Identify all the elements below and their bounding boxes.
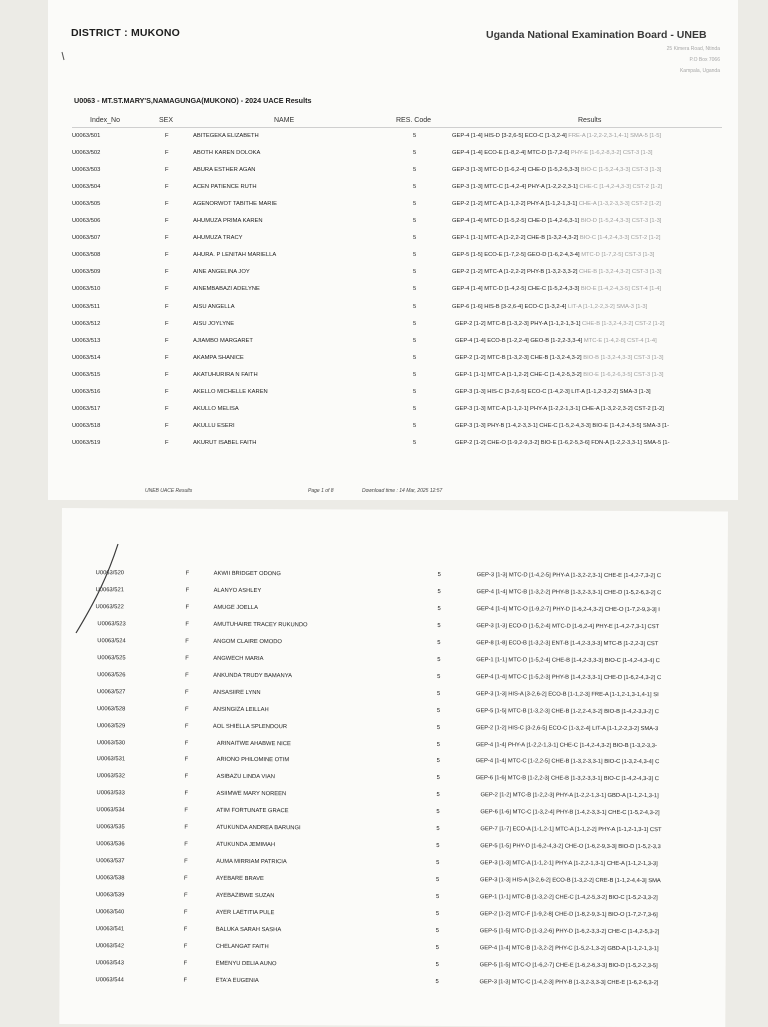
- candidate-name: ABOTH KAREN DOLOKA: [193, 150, 261, 157]
- candidate-name: ANGOM CLAIRE OMODO: [213, 638, 282, 645]
- sex-value: F: [165, 201, 169, 208]
- results-primary: GEP-2 [1-2] MTC-B [1-3,2-3] PHY-A [1-1,2-1,3-1]: [455, 320, 581, 327]
- sex-value: F: [184, 841, 188, 848]
- results-text: [452, 269, 720, 275]
- sex-value: F: [183, 943, 188, 950]
- results-primary: GEP-4 [1-4] ECO-B [1-2,2-4] GEO-B [1-2,2-3,3-4]: [455, 337, 583, 344]
- candidate-name: EMENYU DELIA AUNO: [215, 960, 277, 967]
- results-faded: BIO-C [1-4,2-4,3-3] CST-2 [1-2]: [578, 235, 661, 242]
- results-text: GEP-3 [1-3] ECO-D [1-5,2-4] MTC-D [1-6,2-4] PHY-E [1-4,2-7,3-1] CST: [476, 623, 660, 630]
- table-row: [48, 150, 738, 167]
- results-text: [455, 423, 720, 429]
- candidate-name: AUMA MIRRIAM PATRICIA: [216, 858, 287, 866]
- index-number: U0063/519: [72, 439, 101, 446]
- index-number: U0063/522: [95, 604, 124, 611]
- candidate-name: ETA'A EUGENIA: [215, 977, 259, 984]
- candidate-name: ANSASIIRE LYNN: [213, 689, 261, 696]
- sex-value: F: [185, 689, 189, 696]
- candidate-name: ATUKUNDA ANDREA BARUNGI: [216, 825, 301, 832]
- res-code: 5: [413, 405, 417, 412]
- candidate-name: AJIAMBO MARGARET: [193, 337, 253, 344]
- candidate-name: AKWII BRIDGET ODONG: [213, 570, 281, 578]
- results-primary: GEP-6 [1-6] HIS-B [3-2,6-4] ECO-C [1-3,2-4]: [452, 303, 567, 310]
- results-faded: CHE-C [1-4,2-4,3-3] CST-2 [1-2]: [577, 184, 663, 191]
- sex-value: F: [165, 235, 169, 242]
- results-primary: GEP-2 [1-2] CHE-O [1-9,2-9,3-2] BIO-E [1-6,2-5,3-6] FDN-A [1-2,2-3,3-1] SMA-5 [1-: [455, 439, 670, 446]
- header-divider: [72, 127, 722, 128]
- res-code: 5: [413, 303, 417, 310]
- index-number: U0063/506: [72, 218, 101, 225]
- results-faded: BIO-B [1-3,2-4,3-3] CST-3 [1-3]: [581, 354, 664, 361]
- sex-value: F: [185, 621, 189, 628]
- res-code: 5: [436, 877, 440, 884]
- index-number: U0063/540: [95, 909, 125, 916]
- sex-value: F: [165, 388, 169, 395]
- res-code: 5: [436, 792, 440, 799]
- results-text: [452, 218, 720, 224]
- sex-value: F: [185, 655, 189, 662]
- index-number: U0063/502: [72, 150, 101, 157]
- results-text: GEP-1 [1-1] MTC-D [1-5,2-4] CHE-B [1-4,2-3,3-3] BIO-C [1-4,2-4,3-4] C: [476, 656, 660, 664]
- results-text: [452, 252, 720, 258]
- results-text: GEP-4 [1-4] MTC-C [1-5,2-3] PHY-B [1-4,2-3,3-1] CHE-D [1-6,2-4,3-2] C: [476, 673, 662, 681]
- header-res-code: RES. Code: [396, 117, 432, 124]
- footer-page-number: Page 1 of 8: [308, 488, 334, 494]
- results-text: [455, 321, 720, 327]
- results-text: [455, 338, 720, 344]
- results-primary: GEP-3 [1-3] PHY-B [1-4,2-3,3-1] CHE-C [1-5,2-4,3-3] BIO-E [1-4,2-4,3-5] SMA-3 [1-: [455, 422, 670, 429]
- results-text: GEP-5 [1-5] MTC-D [1-3,2-6] PHY-D [1-6,2-3,3-2] CHE-C [1-4,2-5,3-2]: [479, 928, 660, 936]
- index-number: U0063/504: [72, 184, 101, 191]
- res-code: 5: [413, 218, 417, 225]
- results-text: GEP-5 [1-5] MTC-B [1-3,2-3] CHE-B [1-2,2-4,3-2] BIO-B [1-4,2-3,3-2] C: [475, 707, 659, 715]
- table-row: [48, 201, 738, 218]
- results-text: GEP-4 [1-4] MTC-C [1-2,2-5] CHE-B [1-3,2-3,3-1] BIO-C [1-3,2-4,3-4] C: [475, 758, 660, 766]
- res-code: 5: [413, 269, 417, 276]
- header-results: Results: [578, 117, 602, 124]
- sex-value: F: [184, 757, 189, 764]
- res-code: 5: [413, 439, 417, 446]
- res-code: 5: [437, 690, 441, 697]
- candidate-name: ARINAITWE AHABWE NICE: [216, 740, 291, 747]
- res-code: 5: [436, 809, 440, 816]
- candidate-name: ABITEGEKA ELIZABETH: [193, 133, 259, 139]
- results-faded: MTC-D [1-7,2-5] CST-3 [1-3]: [579, 252, 655, 259]
- candidate-name: AKURUT ISABEL FAITH: [193, 439, 257, 446]
- res-code: 5: [436, 843, 440, 850]
- index-number: U0063/515: [72, 371, 101, 378]
- results-text: GEP-4 [1-4] MTC-B [1-3,2-2] PHY-B [1-3,2-3,3-1] CHE-D [1-5,2-6,3-2] C: [476, 589, 662, 597]
- index-number: U0063/539: [95, 892, 125, 899]
- table-row: [48, 269, 738, 286]
- sex-value: F: [184, 723, 189, 730]
- sex-value: F: [165, 286, 169, 293]
- index-number: U0063/542: [95, 943, 125, 950]
- table-row: [48, 406, 738, 423]
- results-faded: CHE-B [1-3,2-4,3-2] CST-3 [1-3]: [577, 269, 662, 276]
- results-primary: GEP-4 [1-4] ECO-E [1-8,2-4] MTC-D [1-7,2-6]: [452, 150, 570, 157]
- sex-value: F: [185, 604, 190, 611]
- table-row: [48, 338, 738, 355]
- results-primary: GEP-3 [1-3] MTC-A [1-1,2-1] PHY-A [1-2,2-1,3-1] CHE-A [1-3,2-2,3-2] CST-2 [1-2]: [455, 405, 664, 412]
- sex-value: F: [184, 774, 189, 781]
- candidate-name: AKAMPA SHANICE: [193, 354, 244, 361]
- sex-value: F: [183, 960, 188, 967]
- results-faded: BIO-C [1-5,2-4,3-3] CST-3 [1-3]: [579, 167, 662, 174]
- candidate-name: AHUMUZA PRIMA KAREN: [193, 218, 263, 225]
- res-code: 5: [435, 910, 440, 917]
- index-number: U0063/518: [72, 422, 101, 429]
- results-text: GEP-7 [1-7] ECO-A [1-1,2-1] MTC-A [1-1,2-2] PHY-A [1-1,2-1,3-1] CST: [480, 826, 662, 834]
- index-number: U0063/538: [96, 875, 125, 882]
- results-faded: BIO-E [1-4,2-4,3-5] CST-4 [1-4]: [579, 286, 662, 293]
- sex-value: F: [165, 320, 169, 327]
- candidate-name: ASIBAZU LINDA VIAN: [216, 774, 275, 781]
- table-row: [48, 440, 738, 457]
- index-number: U0063/505: [72, 201, 101, 208]
- res-code: 5: [413, 337, 417, 344]
- results-text: GEP-3 [1-3] MTC-C [1-4,2-3] PHY-B [1-3,2-3,3-3] CHE-E [1-6,2-6,3-2]: [479, 978, 659, 986]
- results-text: [452, 150, 720, 156]
- results-primary: GEP-4 [1-4] MTC-D [1-4,2-5] CHE-C [1-5,2-4,3-3]: [452, 286, 580, 293]
- candidate-name: AMUTUHAIRE TRACEY RUKUNDO: [213, 621, 308, 629]
- res-code: 5: [435, 944, 439, 951]
- sex-value: F: [165, 269, 169, 276]
- results-text: GEP-3 [1-3] HIS-A [3-2,6-2] ECO-B [1-3,2-2] CRE-B [1-1,2-4,4-3] SMA: [480, 877, 661, 885]
- index-number: U0063/508: [72, 252, 101, 259]
- res-code: 5: [413, 371, 417, 378]
- results-text: GEP-5 [1-5] PHY-D [1-6,2-4,3-2] CHE-O [1-6,2-9,3-3] BIO-D [1-5,2-3,3: [480, 843, 661, 851]
- index-number: U0063/532: [96, 773, 125, 780]
- table-row: [48, 167, 738, 184]
- results-faded: CHE-B [1-3,2-4,3-2] CST-2 [1-2]: [580, 320, 665, 327]
- index-number: U0063/528: [96, 705, 126, 712]
- res-code: 5: [413, 150, 417, 157]
- results-faded: BIO-E [1-6,2-6,3-5] CST-3 [1-3]: [581, 371, 664, 378]
- index-number: U0063/501: [72, 133, 101, 139]
- sex-value: F: [184, 858, 188, 865]
- res-code: 5: [436, 707, 441, 714]
- table-row: [48, 184, 738, 201]
- candidate-name: ANSINGIZA LEILLAH: [212, 706, 269, 713]
- candidate-name: AKULLU ESERI: [193, 422, 235, 429]
- index-number: U0063/526: [97, 671, 126, 679]
- address-line-3: Kampala, Uganda: [679, 68, 720, 74]
- sex-value: F: [165, 422, 169, 429]
- res-code: 5: [437, 639, 441, 646]
- candidate-name: AKATUHURIRA N FAITH: [193, 371, 258, 378]
- results-text: GEP-3 [1-3] HIS-A [3-2,6-2] ECO-B [1-1,2-3] FRE-A [1-1,2-1,3-1,4-1] SI: [476, 690, 659, 698]
- results-table-page-2: [62, 508, 728, 986]
- candidate-name: ANKUNDA TRUDY BAMANYA: [213, 672, 293, 679]
- results-primary: GEP-4 [1-4] HIS-D [3-2,6-5] ECO-C [1-3,2-4]: [452, 133, 567, 139]
- results-text: [452, 304, 720, 310]
- results-text: GEP-3 [1-3] MTC-D [1-4,2-5] PHY-A [1-3,2-2,3-1] CHE-E [1-4,2-7,3-2] C: [476, 572, 662, 580]
- table-row: [48, 372, 738, 389]
- table-row: [59, 977, 725, 997]
- address-line-1: 25 Kimera Road, Ntinda: [666, 46, 720, 52]
- index-number: U0063/530: [96, 739, 126, 746]
- candidate-name: AHUMUZA TRACY: [193, 235, 243, 242]
- sex-value: F: [184, 706, 189, 713]
- res-code: 5: [413, 167, 417, 174]
- index-number: U0063/514: [72, 354, 101, 361]
- candidate-name: BALUKA SARAH SASHA: [215, 926, 282, 934]
- candidate-name: AHURA. P LENITAH MARIELLA: [193, 252, 277, 259]
- res-code: 5: [435, 961, 439, 968]
- sex-value: F: [185, 638, 189, 645]
- table-row: [48, 389, 738, 406]
- results-text: GEP-6 [1-6] MTC-C [1-3,2-4] PHY-B [1-4,2-3,3-1] CHE-C [1-5,2-4,3-2]: [480, 809, 660, 817]
- candidate-name: AISU JOYLYNE: [193, 320, 235, 327]
- results-text: GEP-2 [1-2] MTC-F [1-9,2-8] CHE-D [1-8,2-9,3-1] BIO-O [1-7,2-7,3-6]: [479, 911, 658, 919]
- results-primary: GEP-3 [1-3] MTC-D [1-6,2-4] CHE-D [1-5,2-5,3-3]: [452, 167, 580, 174]
- results-text: [455, 355, 720, 361]
- results-text: [452, 286, 720, 292]
- res-code: 5: [436, 775, 440, 782]
- candidate-name: AINE ANGELINA JOY: [193, 269, 250, 276]
- sex-value: F: [184, 790, 189, 798]
- res-code: 5: [436, 741, 441, 748]
- index-number: U0063/513: [72, 337, 101, 344]
- res-code: 5: [413, 422, 417, 429]
- results-primary: GEP-1 [1-1] MTC-A [1-1,2-2] CHE-C [1-4,2-5,3-2]: [455, 371, 582, 378]
- res-code: 5: [413, 388, 417, 395]
- index-number: U0063/543: [95, 960, 125, 967]
- candidate-name: ATIM FORTUNATE GRACE: [216, 808, 289, 815]
- index-number: U0063/512: [72, 320, 101, 327]
- table-row: [48, 304, 738, 321]
- index-number: U0063/525: [97, 654, 126, 662]
- res-code: 5: [437, 588, 441, 595]
- results-faded: LIT-A [1-1,2-2,3-2] SMA-3 [1-3]: [566, 303, 648, 310]
- res-code: 5: [413, 286, 417, 293]
- index-number: U0063/516: [72, 388, 101, 395]
- res-code: 5: [413, 252, 417, 259]
- results-primary: GEP-4 [1-4] MTC-D [1-5,2-5] CHE-D [1-4,2-6,3-1]: [452, 218, 580, 225]
- sex-value: F: [183, 926, 188, 933]
- results-text: GEP-4 [1-4] MTC-B [1-3,2-2] PHY-C [1-5,2-1,3-2] GBD-A [1-1,2-1,3-1]: [479, 945, 659, 953]
- table-row: [48, 423, 738, 440]
- header-sex: SEX: [159, 117, 174, 124]
- res-code: 5: [413, 201, 417, 208]
- res-code: 5: [435, 978, 439, 985]
- index-number: U0063/529: [96, 722, 126, 729]
- table-row: [48, 321, 738, 338]
- district-heading: DISTRICT : MUKONO: [71, 27, 180, 39]
- results-faded: CHE-A [1-3,2-3,3-3] CST-2 [1-2]: [577, 201, 661, 208]
- res-code: 5: [436, 826, 440, 833]
- candidate-name: ATUKUNDA JEMIMAH: [216, 841, 276, 849]
- results-page-1: [48, 0, 738, 500]
- res-code: 5: [437, 622, 441, 629]
- header-index: Index_No: [90, 117, 120, 124]
- results-primary: GEP-5 [1-5] ECO-E [1-7,2-5] GEO-D [1-6,2-4,3-4]: [452, 252, 580, 259]
- sex-value: F: [185, 672, 189, 679]
- results-faded: MTC-E [1-4,2-8] CST-4 [1-4]: [582, 337, 657, 344]
- sex-value: F: [165, 150, 169, 157]
- candidate-name: ASIIMWE MARY NOREEN: [216, 791, 287, 798]
- res-code: 5: [436, 724, 441, 731]
- results-text: GEP-4 [1-4] MTC-O [1-9,2-7] PHY-D [1-6,2-4,3-2] CHE-O [1-7,2-9,3-3] I: [476, 606, 660, 614]
- sex-value: F: [165, 337, 169, 344]
- school-title: U0063 - MT.ST.MARY'S,NAMAGUNGA(MUKONO) - 2024 UACE Results: [74, 96, 312, 105]
- table-row: [48, 355, 738, 372]
- results-text: GEP-5 [1-5] MTC-O [1-6,2-7] CHE-E [1-6,2-6,3-3] BIO-D [1-5,2-2,3-5]: [479, 962, 658, 969]
- results-text: GEP-3 [1-3] MTC-A [1-1,2-1] PHY-A [1-2,2-1,3-1] CHE-A [1-1,2-1,3-3]: [480, 860, 658, 868]
- res-code: 5: [436, 758, 440, 765]
- sex-value: F: [165, 133, 169, 139]
- results-faded: BIO-D [1-5,2-4,3-3] CST-3 [1-3]: [579, 218, 662, 225]
- sex-value: F: [165, 303, 169, 310]
- candidate-name: ANGWECH MARIA: [213, 655, 264, 662]
- res-code: 5: [437, 673, 441, 680]
- candidate-name: ABURA ESTHER AGAN: [193, 167, 256, 174]
- candidate-name: CHELANGAT FAITH: [215, 943, 269, 950]
- sex-value: F: [184, 824, 188, 831]
- index-number: U0063/534: [96, 807, 125, 814]
- sex-value: F: [183, 892, 188, 899]
- candidate-name: AKULLO MELISA: [193, 405, 239, 412]
- res-code: 5: [437, 571, 441, 578]
- res-code: 5: [413, 354, 417, 361]
- sex-value: F: [185, 587, 190, 594]
- results-primary: GEP-3 [1-3] MTC-C [1-4,2-4] PHY-A [1-2,2-2,3-1]: [452, 184, 578, 191]
- results-faded: PHY-E [1-6,2-8,3-2] CST-3 [1-3]: [569, 150, 653, 157]
- candidate-name: AINEMBABAZI ADELYNE: [193, 286, 260, 293]
- results-text: [452, 167, 720, 173]
- index-number: U0063/531: [96, 756, 126, 763]
- results-primary: GEP-2 [1-2] MTC-A [1-1,2-2] PHY-A [1-1,2-1,3-1]: [452, 201, 578, 208]
- footer-download-time: Download time : 14 Mar, 2025 12:57: [362, 488, 443, 494]
- sex-value: F: [184, 740, 189, 747]
- index-number: U0063/510: [72, 286, 101, 293]
- results-faded: FRE-A [1-2,2-2,3-1,4-1] SMA-5 [1-5]: [566, 133, 662, 139]
- index-number: U0063/511: [72, 303, 100, 310]
- table-row: [48, 286, 738, 303]
- sex-value: F: [165, 371, 169, 378]
- sex-value: F: [165, 354, 169, 361]
- table-row: [48, 218, 738, 235]
- sex-value: F: [165, 252, 169, 259]
- sex-value: F: [185, 570, 190, 577]
- res-code: 5: [413, 235, 417, 242]
- index-number: U0063/523: [97, 621, 126, 628]
- index-number: U0063/521: [95, 587, 124, 594]
- results-text: [452, 235, 720, 241]
- sex-value: F: [165, 184, 169, 191]
- candidate-name: ARIONO PHILOMINE OTIM: [216, 757, 290, 764]
- index-number: U0063/507: [72, 235, 101, 242]
- candidate-name: AOL SHIELLA SPLENDOUR: [212, 723, 288, 730]
- results-text: GEP-6 [1-6] MTC-B [1-2,2-3] CHE-B [1-3,2-3,3-1] BIO-C [1-4,2-4,3-3] C: [475, 775, 659, 783]
- sex-value: F: [184, 875, 188, 882]
- res-code: 5: [437, 605, 441, 612]
- res-code: 5: [413, 133, 417, 139]
- results-text: [455, 440, 720, 446]
- candidate-name: ALANYO ASHLEY: [213, 587, 262, 594]
- index-number: U0063/527: [97, 688, 126, 695]
- res-code: 5: [437, 656, 441, 663]
- results-primary: GEP-2 [1-2] MTC-B [1-3,2-3] CHE-B [1-3,2-4,3-2]: [455, 354, 582, 361]
- index-number: U0063/541: [95, 926, 125, 933]
- results-text: [452, 184, 720, 190]
- table-row: [48, 133, 738, 150]
- res-code: 5: [435, 927, 440, 934]
- results-primary: GEP-1 [1-1] MTC-A [1-2,2-2] CHE-B [1-3,2-4,3-2]: [452, 235, 579, 242]
- results-text: [452, 201, 720, 207]
- results-primary: GEP-3 [1-3] HIS-C [3-2,6-5] ECO-C [1-4,2-3] LIT-A [1-1,2-3,2-2] SMA-3 [1-3]: [455, 388, 651, 395]
- sex-value: F: [165, 405, 169, 412]
- results-primary: GEP-2 [1-2] MTC-A [1-2,2-2] PHY-B [1-3,2-3,3-2]: [452, 269, 578, 276]
- candidate-name: AMUGE JOELLA: [213, 604, 258, 611]
- footer-source: UNEB UACE Results: [145, 488, 193, 494]
- index-number: U0063/535: [96, 824, 125, 831]
- candidate-name: AKELLO MICHELLE KAREN: [193, 388, 268, 395]
- index-number: U0063/524: [97, 637, 126, 645]
- header-name: NAME: [274, 117, 295, 124]
- candidate-name: ACEN PATIENCE RUTH: [193, 184, 257, 191]
- res-code: 5: [413, 184, 417, 191]
- index-number: U0063/517: [72, 405, 101, 412]
- results-text: GEP-2 [1-2] HIS-C [3-2,6-5] ECO-C [1-3,2-4] LIT-A [1-1,2-2,3-2] SMA-3: [475, 724, 659, 732]
- results-page-2: [59, 508, 728, 1027]
- table-row: [48, 252, 738, 269]
- sex-value: F: [165, 167, 169, 174]
- address-line-2: P.O Box 7066: [689, 57, 720, 63]
- index-number: U0063/544: [95, 976, 124, 984]
- candidate-name: AYER LAETITIA PULE: [215, 909, 275, 917]
- index-number: U0063/503: [72, 167, 101, 174]
- results-text: GEP-4 [1-4] PHY-A [1-2,2-1,3-1] CHE-C [1-4,2-4,3-2] BIO-B [1-3,2-3,3-: [475, 741, 657, 749]
- candidate-name: AYEBAZIBWE SUZAN: [215, 892, 275, 900]
- index-number: U0063/520: [95, 570, 125, 577]
- board-heading: Uganda National Examination Board - UNEB: [486, 29, 707, 41]
- index-number: U0063/533: [96, 790, 125, 797]
- candidate-name: AISU ANGELLA: [193, 303, 235, 310]
- sex-value: F: [165, 218, 169, 225]
- sex-value: F: [165, 439, 169, 446]
- results-text: GEP-2 [1-2] MTC-B [1-2,2-3] PHY-A [1-2,2-1,3-1] GBD-A [1-1,2-1,3-1]: [480, 792, 659, 800]
- candidate-name: AGENORWOT TABITHE MARIE: [193, 201, 277, 208]
- results-text: [455, 406, 720, 412]
- res-code: 5: [413, 320, 417, 327]
- index-number: U0063/536: [96, 841, 125, 848]
- results-text: [455, 389, 720, 395]
- res-code: 5: [435, 894, 440, 901]
- index-number: U0063/509: [72, 269, 101, 276]
- results-text: [455, 372, 720, 378]
- index-number: U0063/537: [96, 858, 125, 865]
- sex-value: F: [183, 909, 188, 916]
- results-text: GEP-1 [1-1] MTC-B [1-3,2-2] CHE-C [1-4,2-5,3-2] BIO-C [1-5,2-3,3-2]: [479, 894, 658, 902]
- results-text: GEP-8 [1-8] ECO-B [1-3,2-3] ENT-B [1-4,2-3,3-3] MTC-B [1-2,2-3] CST: [476, 639, 659, 647]
- res-code: 5: [436, 860, 440, 867]
- table-row: [48, 235, 738, 252]
- candidate-name: AYEBARE BRAVE: [216, 875, 264, 883]
- sex-value: F: [183, 977, 188, 984]
- results-text: [452, 133, 720, 139]
- sex-value: F: [184, 807, 188, 814]
